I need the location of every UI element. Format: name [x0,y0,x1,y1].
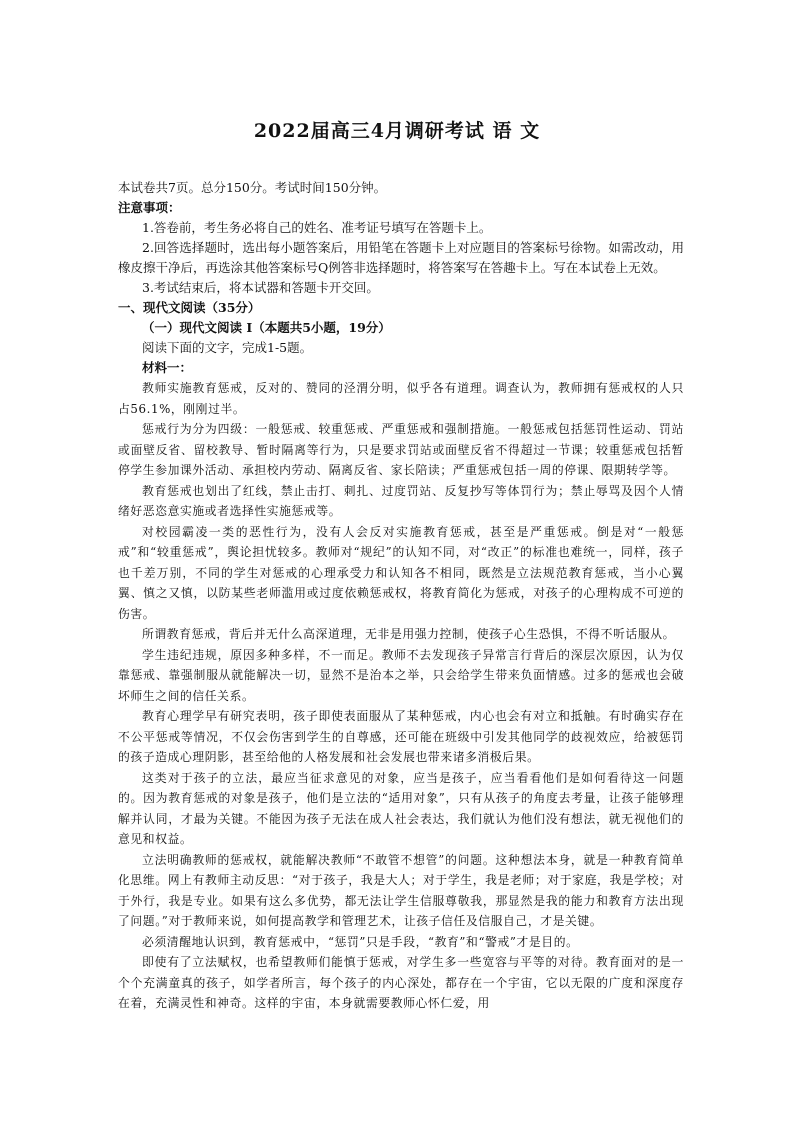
material-text [118,378,684,1014]
notice-item: 2.回答选择题时，选出每小题答案后，用铅笔在答题卡上对应题目的答案标号徐物。如需改动，用橡皮擦干净后，再选涂其他答案标号Q例答非选择题时，将答案写在答趣卡上。写在本试卷上无效。 [118,240,684,275]
material-paragraph: 即使有了立法赋权，也希望教师们能慎于惩戒，对学生多一些宽容与平等的对待。教育面对的是一个个充满童真的孩子，如学者所言，每个孩子的内心深处，都存在一个宇宙，它以无限的广度和深度存在着，充满灵性和神奇。这样的宇宙，本身就需要教师心怀仁爱，用 [118,955,684,1010]
notice-item: 3.考试结束后，将本试器和答题卡开交回。 [142,280,379,295]
material-paragraph: 教师实施教育惩戒，反对的、赞同的泾渭分明，似乎各有道理。调查认为，教师拥有惩戒权的人只占56.1%，刚刚过半。 [118,381,684,416]
notice-heading: 注意事项： [118,200,181,215]
exam-instructions [118,178,684,378]
material-paragraph: 教育惩戒也划出了红线，禁止击打、刺扎、过度罚站、反复抄写等体罚行为；禁止辱骂及因个人情绪好恶恣意实施或者选择性实施惩戒等。 [118,483,684,518]
material-paragraph: 惩戒行为分为四级：一般惩戒、较重惩戒、严重惩戒和强制措施。一般惩戒包括惩罚性运动、罚站或面壁反省、留校教导、暂时隔离等行为，只是要求罚站或面壁反省不得超过一节课；较重惩戒包括暂停学生参加课外活动、承担校内劳动、隔离反省、家长陪读；严重惩戒包括一周的停课、限期转学等。 [118,422,684,477]
subsection-heading: （一）现代文阅读 I（本题共5小题，19分） [142,320,391,335]
material-paragraph: 必须清醒地认识到，教育惩戒中，“惩罚”只是手段，“教育”和“警戒”才是目的。 [142,934,579,949]
material-paragraph: 教育心理学早有研究表明，孩子即使表面服从了某种惩戒，内心也会有对立和抵触。有时确实存在不公平惩戒等情况，不仅会伤害到学生的自尊感，还可能在班级中引发其他同学的歧视效应，给被惩罚的孩子造成心理阴影，甚至给他的人格发展和社会发展也带来诸多消极后果。 [118,709,684,764]
material-paragraph: 这类对于孩子的立法，最应当征求意见的对象，应当是孩子，应当看看他们是如何看待这一问题的。因为教育惩戒的对象是孩子，他们是立法的“适用对象”，只有从孩子的角度去考量，让孩子能够理解并认同，才最为关键。不能因为孩子无法在成人社会表达，我们就认为他们没有想法，就无视他们的意见和权益。 [118,770,684,846]
page-title: 2022届高三4月调研考试 语 文 [253,120,541,142]
reading-instruction: 阅读下面的文字，完成1-5题。 [142,340,313,355]
exam-intro: 本试卷共7页。总分150分。考试时间150分钟。 [118,180,387,195]
material-paragraph: 学生违纪违规，原因多种多样，不一而足。教师不去发现孩子异常言行背后的深层次原因，认为仅靠惩戒、靠强制服从就能解决一切，显然不是治本之举，只会给学生带来负面情感。过多的惩戒也会破坏师生之间的信任关系。 [118,647,684,703]
material-paragraph: 立法明确教师的惩戒权，就能解决教师“不敢管不想管”的问题。这种想法本身，就是一种教育简单化思维。网上有教师主动反思：“对于孩子，我是大人；对于学生，我是老师；对于家庭，我是学校；对于外行，我是专业。如果有这么多优势，都无法让学生信服尊敬我，那显然是我的能力和教育方法出现了问题。”对于教师来说，如何提高教学和管理艺术，让孩子信任及信服自己，才是关键。 [118,852,684,928]
material-label: 材料一： [142,360,193,375]
material-paragraph: 对校园霸凌一类的恶性行为，没有人会反对实施教育惩戒，甚至是严重惩戒。倒是对“一般惩戒”和“较重惩戒”，舆论担忧较多。教师对“规纪”的认知不同，对“改正”的标准也难统一，同样，孩子也千差万别，不同的学生对惩戒的心理承受力和认知各不相同，既然是立法规范教育惩戒，当小心翼翼、慎之又慎，以防某些老师滥用或过度依赖惩戒权，将教育简化为惩戒，对孩子的心理构成不可逆的伤害。 [118,524,684,621]
notice-item: 1.答卷前，考生务必将自己的姓名、准考证号填写在答题卡上。 [142,220,492,235]
section-heading: 一、现代文阅读（35分） [118,300,261,315]
material-paragraph: 所谓教育惩戒，背后并无什么高深道理，无非是用强力控制，使孩子心生恐惧，不得不听话服从。 [142,627,676,641]
